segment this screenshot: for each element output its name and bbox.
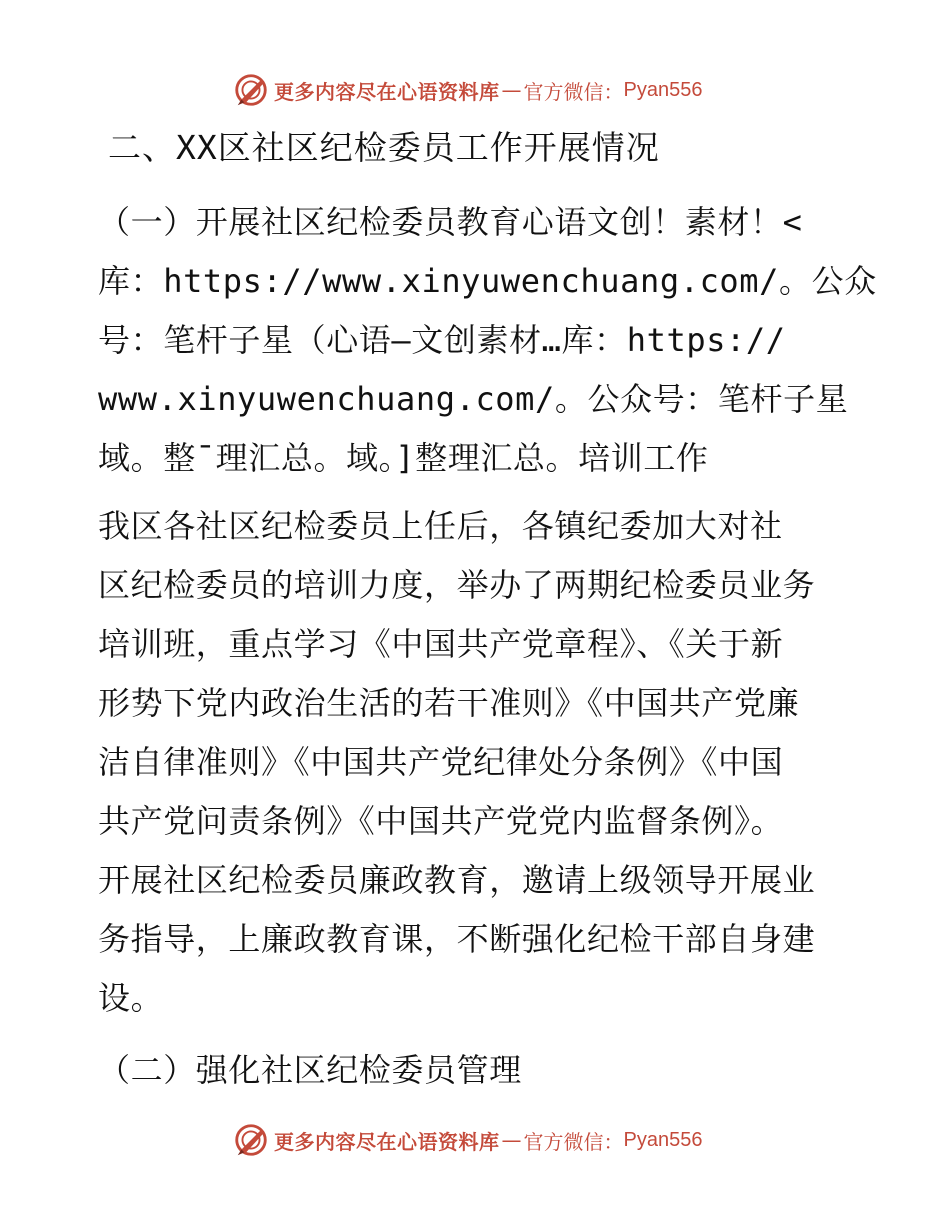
section1-line: 域。整¯理汇总。域。]整理汇总。培训工作	[98, 439, 709, 477]
paragraph-line: 务指导，上廉政教育课，不断强化纪检干部自身建	[98, 920, 816, 958]
paragraph-line: 我区各社区纪检委员上任后，各镇纪委加大对社	[98, 507, 783, 545]
header-watermark	[232, 70, 702, 110]
paragraph-line: 区纪检委员的培训力度，举办了两期纪检委员业务	[98, 566, 816, 604]
paragraph-line: 洁自律准则》《中国共产党纪律处分条例》《中国	[98, 743, 784, 781]
section1-title	[98, 193, 877, 488]
watermark-wechat-id: Pyan556	[623, 78, 703, 101]
section2-line: （二）强化社区纪检委员管理	[98, 1051, 522, 1089]
page-heading: 二、XX区社区纪检委员工作开展情况	[108, 128, 660, 167]
paragraph-line: 设。	[98, 979, 164, 1017]
section1-line: （一）开展社区纪检委员教育心语文创！素材！<	[98, 203, 803, 241]
pen-logo-icon	[232, 1121, 270, 1159]
section1-line: 库：https://www.xinyuwenchuang.com/。公众	[98, 262, 877, 300]
watermark-brand: 更多内容尽在心语资料库	[274, 1129, 500, 1154]
body-paragraph	[98, 497, 858, 1028]
paragraph-line: 共产党问责条例》《中国共产党党内监督条例》。	[98, 802, 784, 840]
watermark-wechat-label: 官方微信：	[523, 79, 624, 104]
paragraph-line: 开展社区纪检委员廉政教育，邀请上级领导开展业	[98, 861, 816, 899]
paragraph-line: 形势下党内政治生活的若干准则》《中国共产党廉	[98, 684, 800, 722]
footer-watermark	[232, 1120, 702, 1160]
watermark-wechat-label: 官方微信：	[523, 1129, 624, 1154]
watermark-brand: 更多内容尽在心语资料库	[274, 79, 500, 104]
pen-logo-icon	[232, 71, 270, 109]
watermark-dash: —	[501, 1128, 522, 1152]
section2-heading	[98, 1041, 858, 1100]
watermark-wechat-id: Pyan556	[623, 1128, 703, 1151]
paragraph-line: 培训班，重点学习《中国共产党章程》、《关于新	[98, 625, 784, 663]
watermark-dash: —	[501, 78, 522, 102]
section1-line: www.xinyuwenchuang.com/。公众号：笔杆子星	[98, 380, 849, 418]
section1-line: 号：笔杆子星（心语—文创素材…库：https://	[98, 321, 786, 359]
